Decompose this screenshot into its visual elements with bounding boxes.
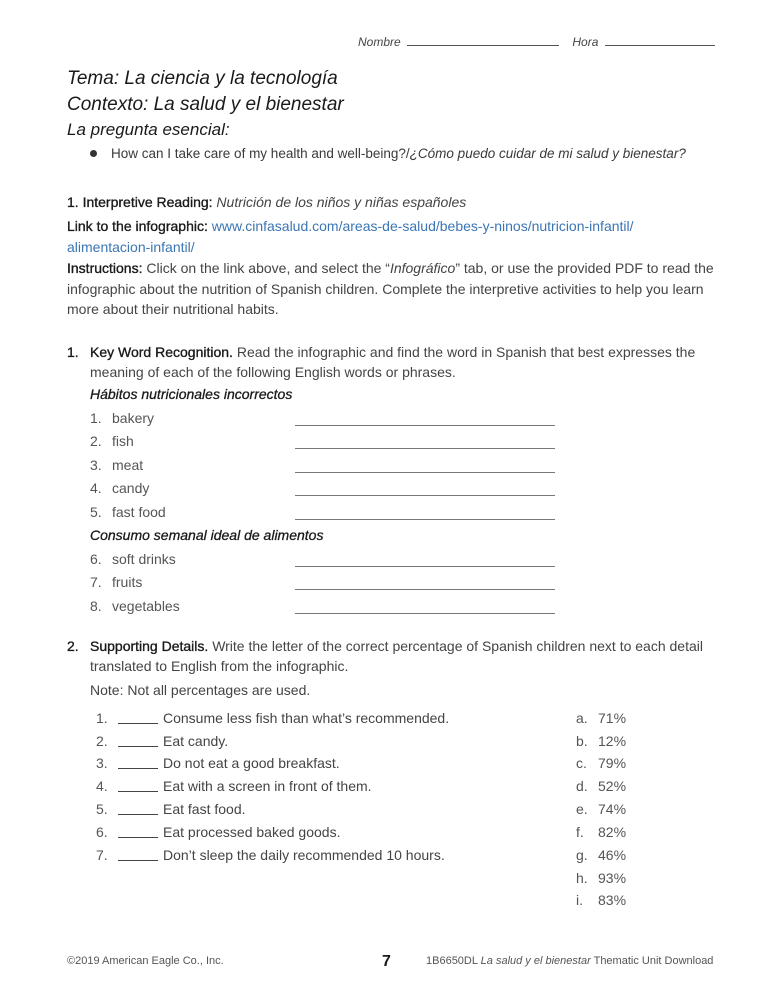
option-letter: b. [576,733,588,749]
instructions [67,258,717,320]
reading-title: Nutrición de los niños y niñas españoles [216,194,467,210]
link-label: Link to the infographic: [67,218,208,234]
keyword-item [90,504,560,526]
detail-number: 4. [96,778,108,794]
question2-number: 2. [67,638,79,654]
detail-number: 1. [96,710,108,726]
option-letter: a. [576,710,588,726]
detail-text: Consume less fish than what’s recommended. [163,710,450,726]
letter-blank[interactable] [118,814,158,815]
answer-line[interactable] [295,448,555,449]
group-heading-habitos: Hábitos nutricionales incorrectos [90,386,293,402]
unit-info [426,955,713,967]
item-word: candy [112,480,150,496]
detail-number: 2. [96,733,108,749]
tema-title: Tema: La ciencia y la tecnología [67,68,338,89]
name-label: Nombre [358,35,401,49]
keyword-item [90,457,560,479]
page-number: 7 [382,953,391,970]
keyword-item [90,598,560,620]
question1-number: 1. [67,344,79,360]
question2-note-row [67,681,717,701]
detail-number: 6. [96,824,108,840]
item-number: 1. [90,410,102,426]
copyright: ©2019 American Eagle Co., Inc. [67,955,224,967]
option-value: 74% [598,801,627,817]
answer-line[interactable] [295,589,555,590]
infographic-link-cont[interactable]: alimentacion-infantil/ [67,238,195,255]
letter-blank[interactable] [118,791,158,792]
contexto-title: Contexto: La salud y el bienestar [67,94,344,115]
item-word: bakery [112,410,155,426]
keyword-item [90,574,560,596]
instructions-label: Instructions: [67,260,143,276]
keyword-item [90,551,560,573]
question2-note: Note: Not all percentages are used. [90,682,311,698]
item-number: 5. [90,504,102,520]
option-letter: h. [576,870,588,886]
letter-blank[interactable] [118,837,158,838]
option-value: 83% [598,892,627,908]
item-number: 4. [90,480,102,496]
detail-number: 7. [96,847,108,863]
time-blank[interactable] [605,35,715,46]
option-value: 52% [598,778,627,794]
option-value: 93% [598,870,627,886]
answer-line[interactable] [295,472,555,473]
detail-text: Eat candy. [163,733,229,749]
option-letter: f. [576,824,584,840]
detail-text: Eat with a screen in front of them. [163,778,372,794]
detail-text: Eat fast food. [163,801,246,817]
question2-title: Supporting Details. [90,638,209,654]
item-number: 3. [90,457,102,473]
item-number: 6. [90,551,102,567]
answer-line[interactable] [295,425,555,426]
option-letter: c. [576,755,587,771]
keyword-item [90,433,560,455]
letter-blank[interactable] [118,768,158,769]
option-letter: g. [576,847,588,863]
item-word: fish [112,433,134,449]
detail-text: Don’t sleep the daily recommended 10 hours. [163,847,445,863]
keyword-item [90,480,560,502]
infografico-tab-name: Infográfico [389,260,456,276]
unit-title: La salud y el bienestar [480,955,591,967]
item-number: 8. [90,598,102,614]
option-value: 46% [598,847,627,863]
infographic-link[interactable]: www.cinfasalud.com/areas-de-salud/bebes-y-ninos/nutricion-infantil/ [211,218,634,234]
name-time-header [358,35,715,49]
question1-header [67,343,717,382]
option-letter: i. [576,892,583,908]
option-value: 79% [598,755,627,771]
answer-line[interactable] [295,495,555,496]
option-value: 12% [598,733,627,749]
essential-question [90,146,686,161]
item-word: meat [112,457,144,473]
item-word: soft drinks [112,551,176,567]
item-number: 7. [90,574,102,590]
interpretive-reading [67,192,717,213]
name-blank[interactable] [407,35,559,46]
letter-blank[interactable] [118,746,158,747]
option-letter: e. [576,801,588,817]
answer-line[interactable] [295,519,555,520]
answer-line[interactable] [295,566,555,567]
question1-title: Key Word Recognition. [90,344,233,360]
instructions-text-2: ” tab, or use the provided PDF to read the infographic about the nutrition of Spanish children. Complete the interpretive activities to help you learn more about their nutritional habits. [67,260,714,317]
bullet-icon [90,150,97,157]
item-word: vegetables [112,598,180,614]
group-heading-consumo: Consumo semanal ideal de alimentos [90,527,324,543]
detail-text: Eat processed baked goods. [163,824,341,840]
question2-text: Write the letter of the correct percentage of Spanish children next to each detail translated to English from the infographic. [90,638,703,674]
answer-line[interactable] [295,613,555,614]
letter-blank[interactable] [118,723,158,724]
item-word: fruits [112,574,143,590]
option-letter: d. [576,778,588,794]
detail-number: 5. [96,801,108,817]
item-word: fast food [112,504,166,520]
item-number: 2. [90,433,102,449]
reading-label: 1. Interpretive Reading: [67,194,213,210]
instructions-text-1: Click on the link above, and select the “ [146,260,390,276]
letter-blank[interactable] [118,860,158,861]
question-spanish: ¿Cómo puedo cuidar de mi salud y bienestar? [409,146,686,161]
unit-suffix: Thematic Unit Download [593,955,714,967]
time-label: Hora [572,35,599,49]
detail-number: 3. [96,755,108,771]
pregunta-label: La pregunta esencial: [67,120,230,139]
keyword-item [90,410,560,432]
unit-code: 1B6650DL [426,955,478,967]
question2-header [67,637,717,676]
option-value: 71% [598,710,627,726]
option-value: 82% [598,824,627,840]
question-english: How can I take care of my health and well-being?/ [111,146,410,161]
infographic-link-block [67,216,717,257]
question1-text: Read the infographic and find the word in Spanish that best expresses the meaning of each of the following English words or phrases. [90,344,696,380]
detail-text: Do not eat a good breakfast. [163,755,340,771]
